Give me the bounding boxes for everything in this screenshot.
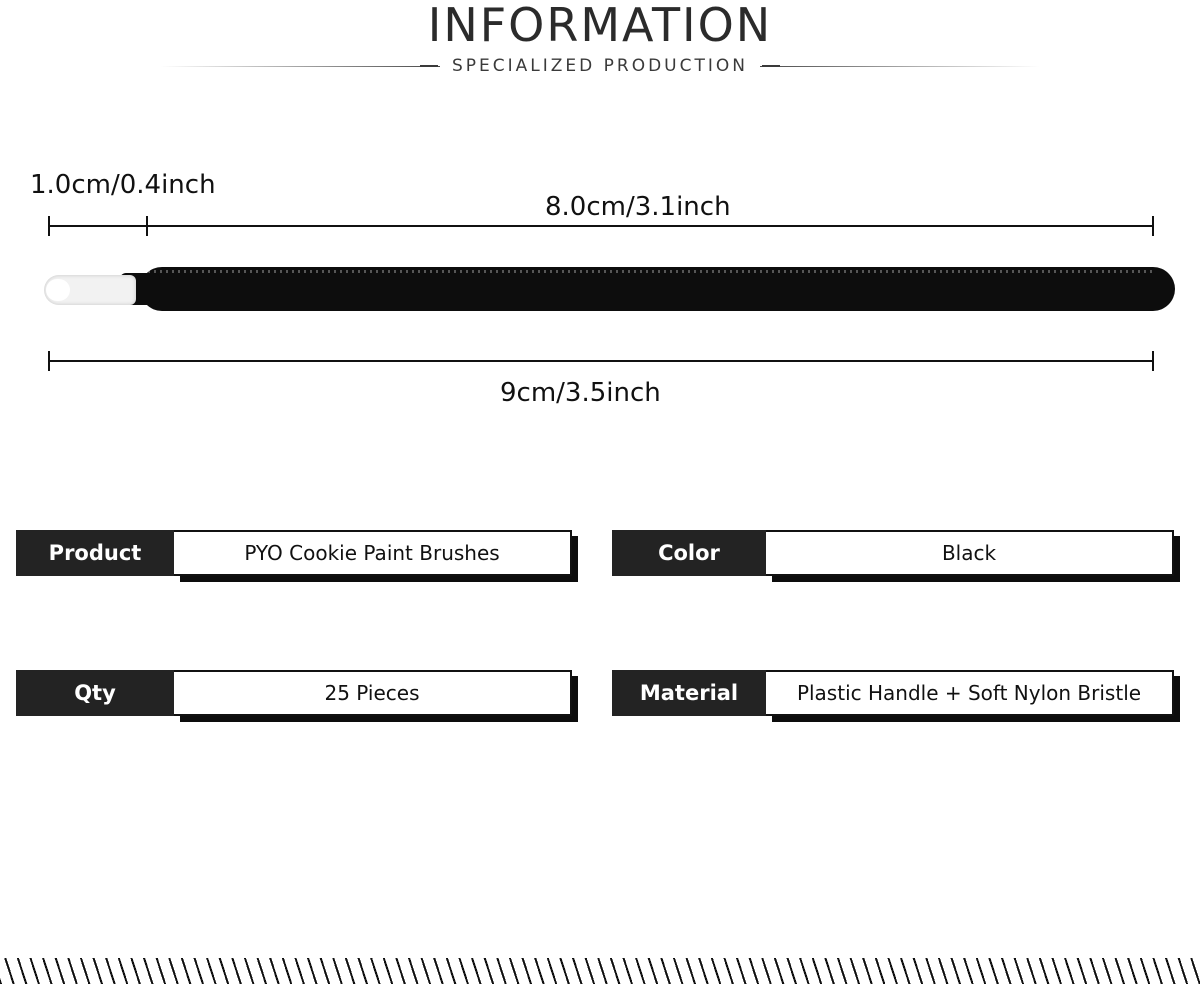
bristle-length-label: 1.0cm/0.4inch bbox=[30, 170, 216, 200]
spec-row-qty bbox=[16, 670, 572, 716]
spec-key-material: Material bbox=[612, 670, 766, 716]
measure-tick-right-2 bbox=[1152, 351, 1154, 371]
measure-tick-left-1 bbox=[48, 216, 50, 236]
product-diagram bbox=[0, 150, 1200, 430]
brush-illustration bbox=[0, 255, 1200, 325]
handle-length-label: 8.0cm/3.1inch bbox=[545, 192, 731, 222]
spec-key-product: Product bbox=[16, 530, 174, 576]
brush-bristle-shape bbox=[44, 275, 136, 305]
dash-left-icon bbox=[420, 65, 438, 67]
spec-row-material bbox=[612, 670, 1174, 716]
dash-right-icon bbox=[762, 65, 780, 67]
spec-value-product: PYO Cookie Paint Brushes bbox=[174, 530, 572, 576]
measure-line-handle bbox=[146, 225, 1154, 227]
brush-handle-shape bbox=[140, 267, 1175, 311]
spec-row-color bbox=[612, 530, 1174, 576]
spec-value-color: Black bbox=[766, 530, 1174, 576]
spec-key-qty: Qty bbox=[16, 670, 174, 716]
measure-line-total bbox=[48, 360, 1154, 362]
measure-tick-left-2 bbox=[48, 351, 50, 371]
measure-tick-right-1 bbox=[1152, 216, 1154, 236]
page-title: INFORMATION bbox=[427, 0, 773, 52]
spec-value-material: Plastic Handle + Soft Nylon Bristle bbox=[766, 670, 1174, 716]
bottom-hatch-border bbox=[0, 958, 1200, 984]
spec-row-product bbox=[16, 530, 572, 576]
total-length-label: 9cm/3.5inch bbox=[500, 378, 661, 408]
header-subtitle-group bbox=[0, 56, 1200, 76]
spec-key-color: Color bbox=[612, 530, 766, 576]
page-subtitle: SPECIALIZED PRODUCTION bbox=[451, 56, 748, 76]
spec-value-qty: 25 Pieces bbox=[174, 670, 572, 716]
header bbox=[0, 0, 1200, 92]
measure-line-bristle bbox=[48, 225, 148, 227]
